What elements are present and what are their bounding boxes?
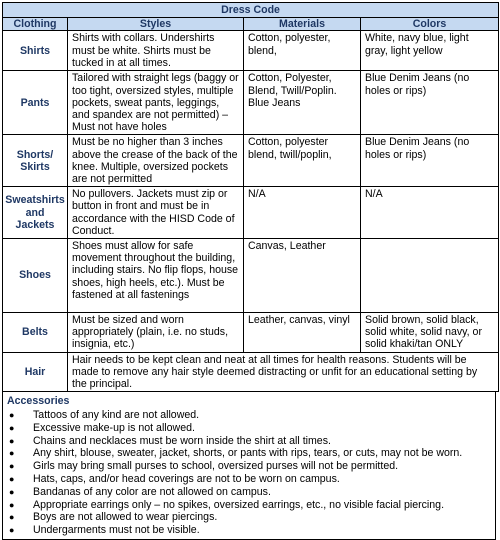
materials-cell: N/A	[244, 187, 361, 239]
bullet-icon: ●	[9, 461, 15, 472]
header-clothing: Clothing	[3, 18, 68, 31]
colors-cell: White, navy blue, light gray, light yellow	[361, 31, 499, 71]
list-item-text: Boys are not allowed to wear piercings.	[33, 511, 218, 524]
table-row-hair	[3, 352, 499, 392]
list-item-text: Bandanas of any color are not allowed on campus.	[33, 485, 271, 498]
dress-code-document	[2, 2, 498, 540]
list-item-text: Tattoos of any kind are not allowed.	[33, 409, 200, 422]
list-item	[9, 485, 495, 499]
list-item	[9, 498, 495, 512]
header-row	[3, 18, 499, 31]
header-materials: Materials	[244, 18, 361, 31]
list-item-text: Hats, caps, and/or head coverings are not to be worn on campus.	[33, 473, 340, 486]
materials-cell: Leather, canvas, vinyl	[244, 313, 361, 353]
colors-cell: N/A	[361, 187, 499, 239]
bullet-icon: ●	[9, 486, 15, 497]
list-item	[9, 473, 495, 486]
materials-cell: Cotton, Polyester, Blend, Twill/Poplin. Blue Jeans	[244, 71, 361, 135]
colors-cell: Blue Denim Jeans (no holes or rips)	[361, 135, 499, 187]
list-item-text: Any shirt, blouse, sweater, jacket, shorts, or pants with rips, tears, or cuts, may not be worn.	[33, 447, 463, 460]
bullet-icon: ●	[9, 422, 15, 433]
list-item	[9, 524, 495, 537]
colors-cell: Blue Denim Jeans (no holes or rips)	[361, 71, 499, 135]
clothing-cell: Shirts	[3, 31, 68, 71]
accessories-section	[2, 392, 496, 540]
list-item-text: Undergarments must not be visible.	[33, 524, 200, 537]
dress-code-table	[2, 2, 499, 392]
bullet-icon: ●	[9, 474, 15, 485]
list-item-text: Appropriate earrings only – no spikes, oversized earrings, etc., no visible facial piercing.	[33, 498, 445, 511]
header-styles: Styles	[68, 18, 244, 31]
list-item-text: Excessive make-up is not allowed.	[33, 421, 195, 434]
hair-policy-text: Hair needs to be kept clean and neat at all times for health reasons. Students will be made to remove any hair style deemed distracting or unfit for an educational setting by the principal.	[68, 352, 499, 392]
bullet-icon: ●	[9, 525, 15, 536]
page-title: Dress Code	[3, 3, 499, 18]
styles-cell: Shirts with collars. Undershirts must be white. Shirts must be tucked in at all times.	[68, 31, 244, 71]
bullet-icon: ●	[9, 499, 15, 510]
clothing-cell: Hair	[3, 352, 68, 392]
list-item	[9, 421, 495, 435]
styles-cell: Must be no higher than 3 inches above the crease of the back of the knee. Multiple, oversized pockets are not permitted	[68, 135, 244, 187]
list-item-text: Chains and necklaces must be worn inside the shirt at all times.	[33, 434, 331, 447]
materials-cell: Cotton, polyester blend, twill/poplin,	[244, 135, 361, 187]
clothing-cell: Sweatshirts and Jackets	[3, 187, 68, 239]
table-row-belts	[3, 313, 499, 353]
styles-cell: No pullovers. Jackets must zip or button in front and must be in accordance with the HISD Code of Conduct.	[68, 187, 244, 239]
accessories-list	[3, 409, 495, 537]
clothing-cell: Shorts/ Skirts	[3, 135, 68, 187]
materials-cell: Canvas, Leather	[244, 239, 361, 313]
table-row-shirts	[3, 31, 499, 71]
bullet-icon: ●	[9, 448, 15, 459]
list-item	[9, 460, 495, 473]
styles-cell: Must be sized and worn appropriately (plain, i.e. no studs, insignia, etc.)	[68, 313, 244, 353]
header-colors: Colors	[361, 18, 499, 31]
styles-cell: Tailored with straight legs (baggy or too tight, oversized styles, multiple pockets, sweat pants, leggings, and spandex are not permitted) – Must not have holes	[68, 71, 244, 135]
list-item	[9, 409, 495, 422]
bullet-icon: ●	[9, 435, 15, 446]
accessories-title: Accessories	[7, 395, 70, 408]
table-row-pants	[3, 71, 499, 135]
bullet-icon: ●	[9, 410, 15, 421]
colors-cell: Solid brown, solid black, solid white, solid navy, or solid khaki/tan ONLY	[361, 313, 499, 353]
materials-cell: Cotton, polyester, blend,	[244, 31, 361, 71]
table-row-sweatshirts-jackets	[3, 187, 499, 239]
table-row-shorts-skirts	[3, 135, 499, 187]
table-row-shoes	[3, 239, 499, 313]
clothing-cell: Pants	[3, 71, 68, 135]
list-item	[9, 434, 495, 448]
clothing-cell: Shoes	[3, 239, 68, 313]
list-item	[9, 447, 495, 460]
title-row	[3, 3, 499, 18]
bullet-icon: ●	[9, 512, 15, 523]
colors-cell	[361, 239, 499, 313]
list-item-text: Girls may bring small purses to school, oversized purses will not be permitted.	[33, 460, 399, 473]
list-item	[9, 511, 495, 524]
styles-cell: Shoes must allow for safe movement throughout the building, including stairs. No flip flops, house shoes, high heels, etc.). Must be fastened at all fastenings	[68, 239, 244, 313]
clothing-cell: Belts	[3, 313, 68, 353]
